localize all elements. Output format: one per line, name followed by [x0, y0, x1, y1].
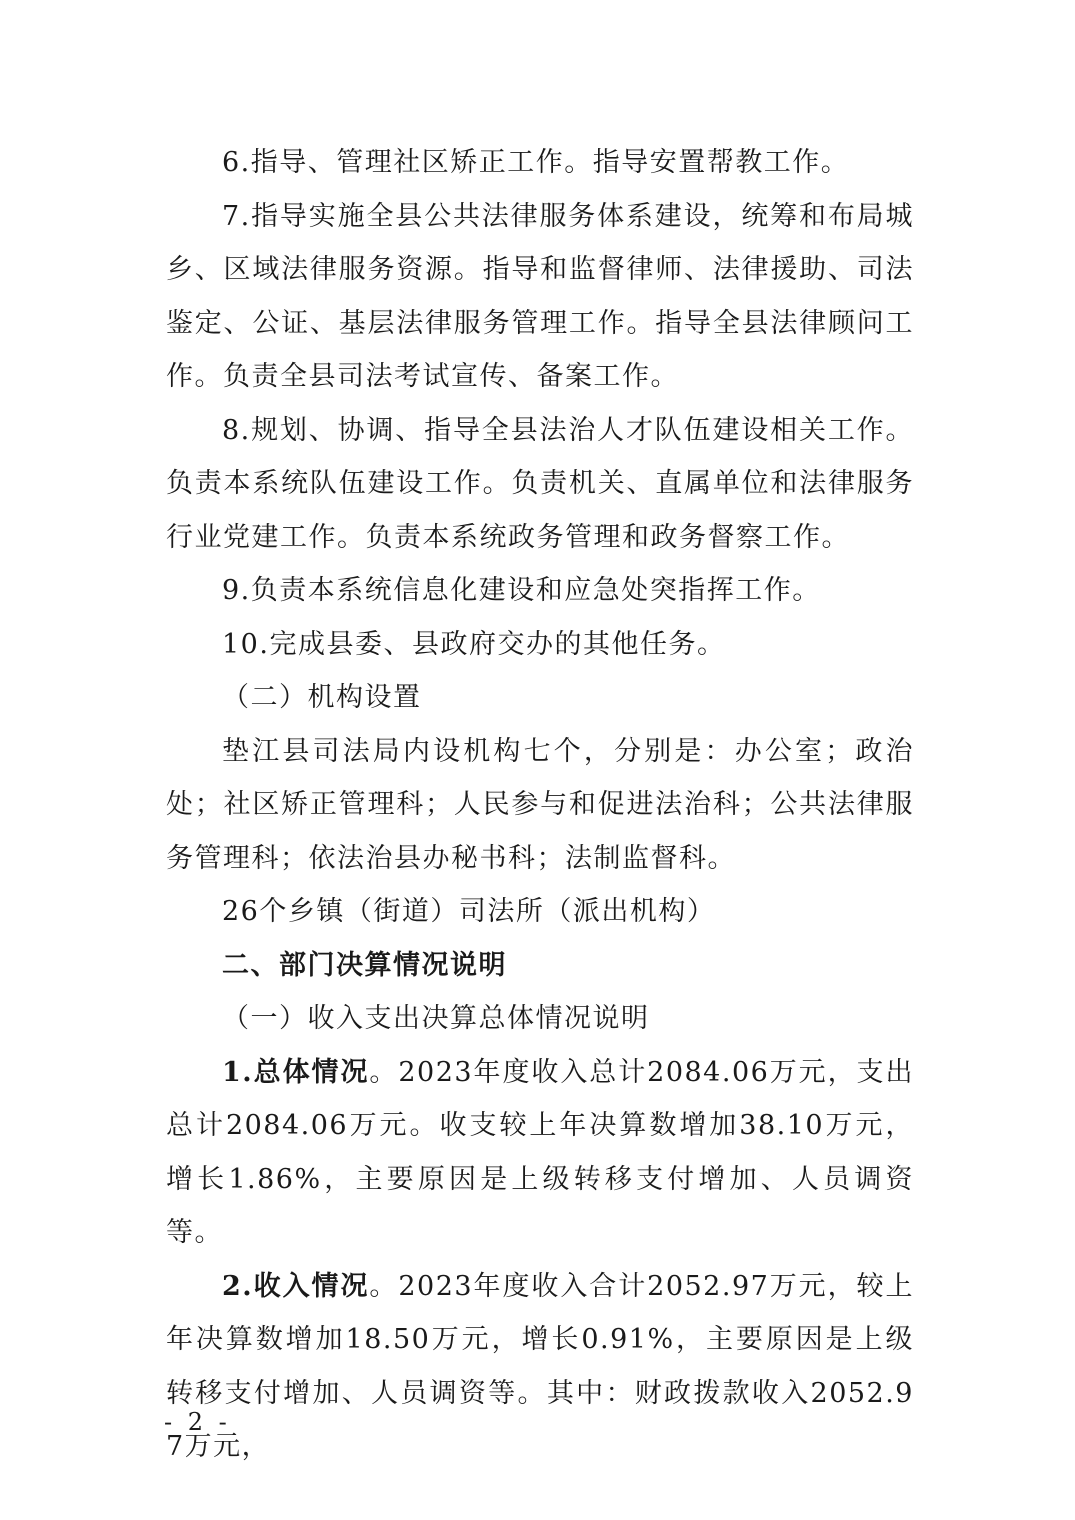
document-body [166, 136, 914, 1474]
overall-text: 。2023年度收入总计2084.06万元，支出总计2084.06万元。收支较上年决算数增加38.10万元，增长1.86%，主要原因是上级转移支付增加、人员调资等。 [166, 1056, 915, 1248]
overall-paragraph [166, 1046, 914, 1260]
org-heading: （二）机构设置 [222, 682, 422, 713]
org-branches: 26个乡镇（街道）司法所（派出机构） [222, 896, 716, 927]
item-6: 6.指导、管理社区矫正工作。指导安置帮教工作。 [222, 147, 850, 178]
income-text: 。2023年度收入合计2052.97万元，较上年决算数增加18.50万元，增长0.91%，主要原因是上级转移支付增加、人员调资等。其中：财政拨款收入2052.97万元， [166, 1270, 915, 1462]
item-8: 8.规划、协调、指导全县法治人才队伍建设相关工作。负责本系统队伍建设工作。负责机关、直属单位和法律服务行业党建工作。负责本系统政务管理和政务督察工作。 [166, 414, 914, 553]
item-9: 9.负责本系统信息化建设和应急处突指挥工作。 [222, 575, 821, 606]
income-label: 2.收入情况 [222, 1270, 370, 1302]
item-7: 7.指导实施全县公共法律服务体系建设，统筹和布局城乡、区域法律服务资源。指导和监督律师、法律援助、司法鉴定、公证、基层法律服务管理工作。指导全县法律顾问工作。负责全县司法考试宣传、备案工作。 [166, 200, 914, 392]
org-body: 垫江县司法局内设机构七个，分别是：办公室；政治处；社区矫正管理科；人民参与和促进法治科；公共法律服务管理科；依法治县办秘书科；法制监督科。 [166, 735, 914, 874]
item-10: 10.完成县委、县政府交办的其他任务。 [222, 628, 726, 660]
overall-label: 1.总体情况 [222, 1056, 370, 1088]
income-paragraph [166, 1260, 914, 1474]
page-number: - 2 - [164, 1408, 231, 1436]
section-2-heading: 二、部门决算情况说明 [222, 949, 507, 981]
subsection-1-heading: （一）收入支出决算总体情况说明 [222, 1003, 650, 1034]
